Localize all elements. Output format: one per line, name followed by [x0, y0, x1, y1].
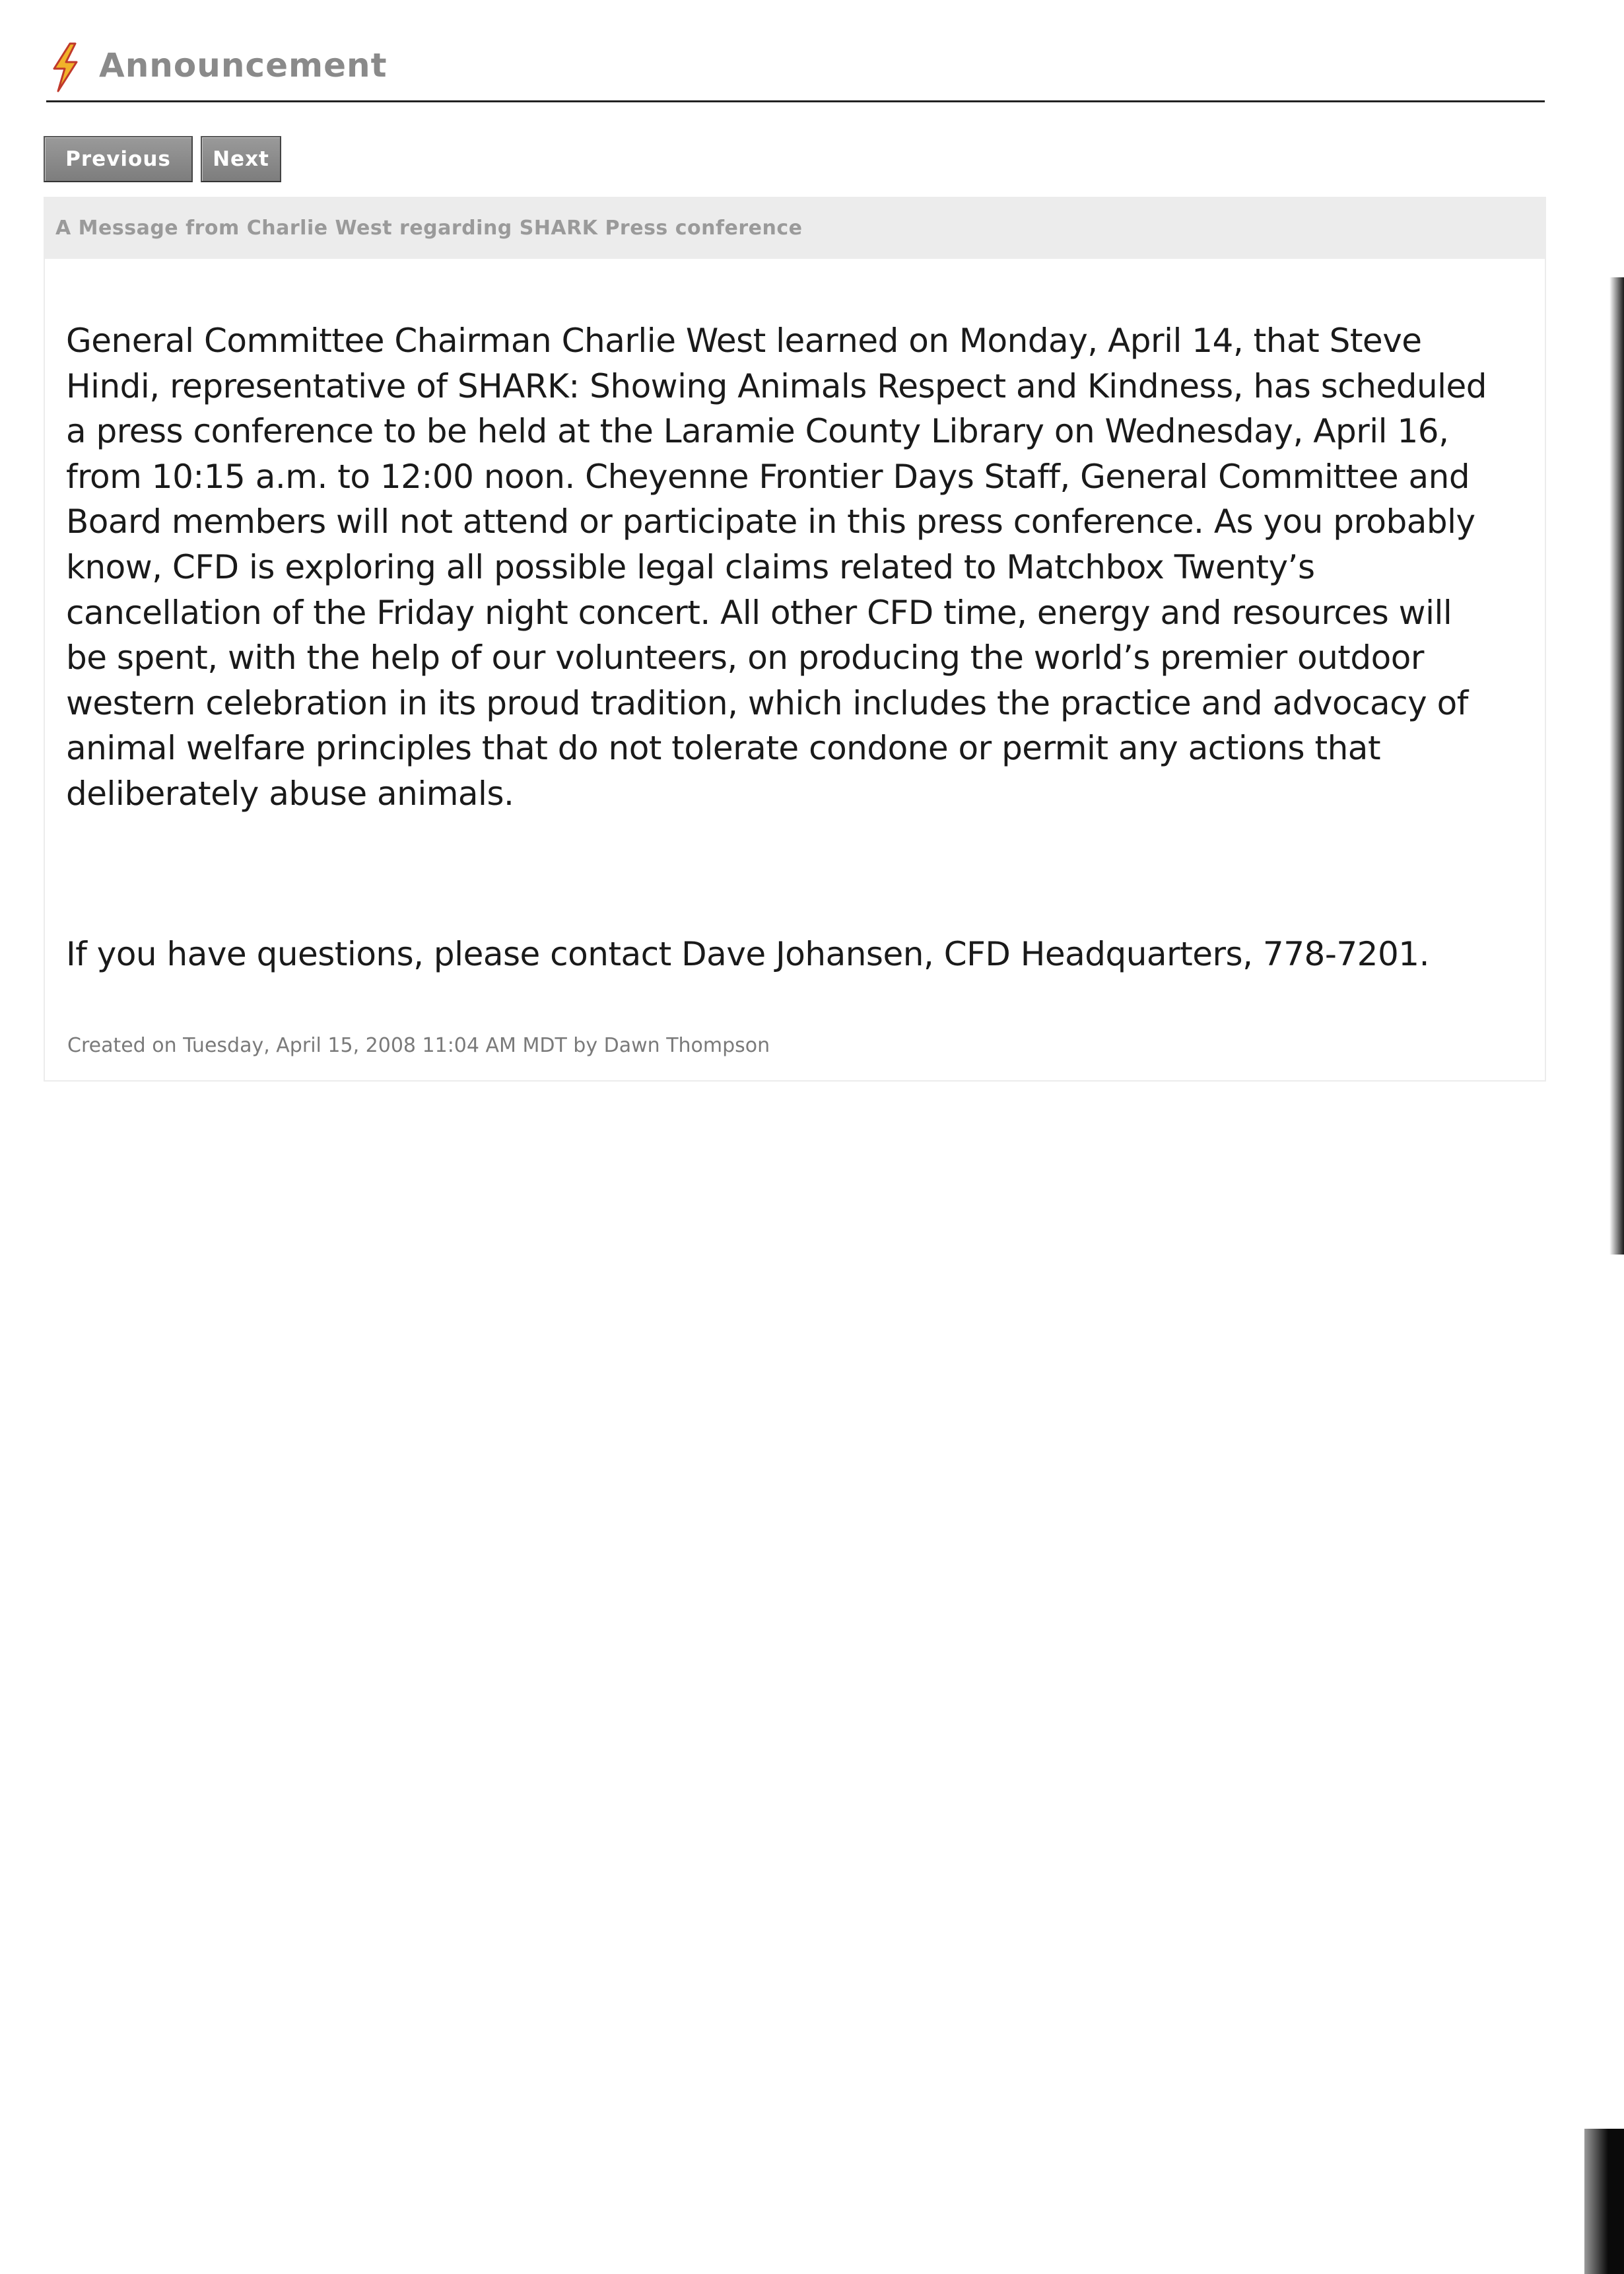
message-body-line: western celebration in its proud tradition, which includes the practice and advocacy of — [66, 683, 1468, 722]
message-body-line: from 10:15 a.m. to 12:00 noon. Cheyenne Frontier Days Staff, General Committee and — [66, 457, 1470, 496]
lightning-bolt-icon — [50, 42, 81, 92]
message-header — [45, 198, 1545, 259]
message-panel — [44, 197, 1546, 1082]
message-body-line: deliberately abuse animals. — [66, 774, 514, 813]
message-body-line: General Committee Chairman Charlie West learned on Monday, April 14, that Steve — [66, 322, 1422, 360]
scan-edge-shadow — [1609, 277, 1624, 1255]
contact-info: If you have questions, please contact Dave Johansen, CFD Headquarters, 778-7201. — [66, 935, 1430, 973]
message-body-line: cancellation of the Friday night concert. All other CFD time, energy and resources will — [66, 593, 1452, 632]
page-header — [46, 40, 1545, 102]
scan-edge-shadow — [1584, 2129, 1624, 2274]
next-button[interactable]: Next — [201, 136, 281, 182]
message-body-line: know, CFD is exploring all possible legal claims related to Matchbox Twenty’s — [66, 547, 1315, 586]
message-body-line: Hindi, representative of SHARK: Showing Animals Respect and Kindness, has scheduled — [66, 366, 1487, 405]
created-info: Created on Tuesday, April 15, 2008 11:04 AM MDT by Dawn Thompson — [67, 1034, 770, 1057]
previous-button[interactable]: Previous — [44, 136, 193, 182]
message-body-line: a press conference to be held at the Laramie County Library on Wednesday, April 16, — [66, 412, 1449, 451]
message-body-line: animal welfare principles that do not tolerate condone or permit any actions that — [66, 729, 1381, 768]
message-body-line: Board members will not attend or participate in this press conference. As you probably — [66, 502, 1475, 541]
message-body-line: be spent, with the help of our volunteers, on producing the world’s premier outdoor — [66, 638, 1424, 677]
message-body — [66, 318, 1545, 817]
message-subject: A Message from Charlie West regarding SHARK Press conference — [55, 217, 803, 240]
page-title: Announcement — [99, 46, 388, 85]
